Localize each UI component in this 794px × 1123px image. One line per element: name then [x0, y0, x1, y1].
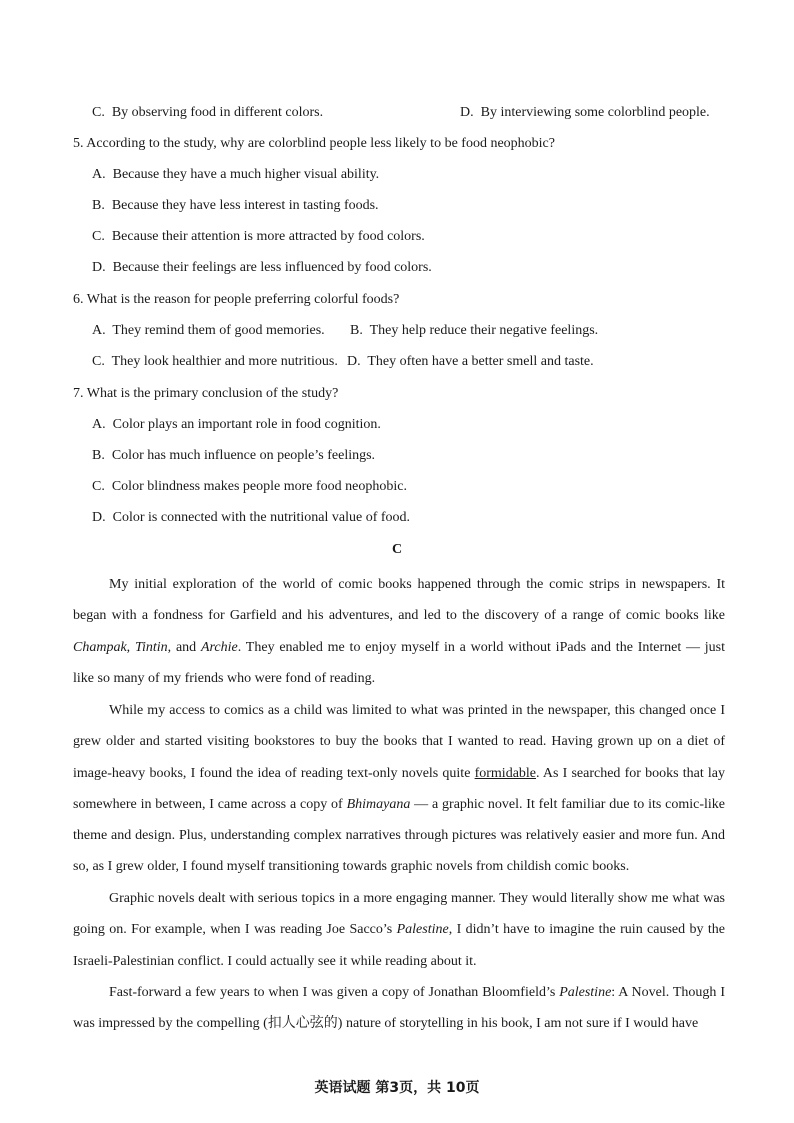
q4-option-d-text: By interviewing some colorblind people.: [480, 105, 710, 120]
p1-title-tintin: Tintin: [134, 639, 168, 655]
q7-option-b-label: B.: [92, 448, 105, 463]
q6-option-b-label: B.: [350, 323, 363, 338]
q5-option-b-label: B.: [92, 198, 105, 213]
q7-option-a-label: A.: [92, 417, 106, 432]
p2-text-c: — a graphic novel. It felt familiar due to its comic-like theme and design. Plus, understanding complex narratives through pictures was relatively easier and more fun. And so, as I grew older, I found myself transitioning towards graphic novels from childish comic books.: [73, 796, 725, 875]
p4-text-b: : A Novel. Though I was impressed by the compelling (扣人心弦的) nature of storytelling in his book, I am not sure if I would have: [73, 985, 725, 1032]
page-footer: 英语试题 第3页，共 10页: [314, 1080, 480, 1096]
q7-option-b-text: Color has much influence on people’s feelings.: [111, 448, 376, 463]
passage-paragraph-1: [73, 569, 725, 694]
passage-paragraph-2: [73, 695, 725, 883]
q5-option-c: [92, 227, 425, 247]
underlined-word-formidable: formidable: [474, 765, 537, 781]
p3-text-b: , I didn’t have to imagine the ruin caused by the Israeli-Palestinian conflict. I could actually see it while reading about it.: [73, 922, 725, 969]
passage-paragraph-3: [73, 883, 725, 977]
q6-options-row-2: [92, 352, 594, 372]
q6-option-b-text: They help reduce their negative feelings.: [369, 323, 599, 338]
p1-title-champak: Champak: [73, 639, 127, 655]
q5-option-b-text: Because they have less interest in tasting foods.: [111, 198, 379, 213]
passage-paragraph-4: [73, 977, 725, 1040]
q5-option-c-label: C.: [92, 229, 105, 244]
q6-option-a-text: They remind them of good memories.: [112, 323, 325, 338]
q4-option-c-label: C.: [92, 105, 105, 120]
q7-option-d-label: D.: [92, 510, 106, 525]
q6-option-c-text: They look healthier and more nutritious.: [111, 354, 338, 369]
q7-option-c: [92, 477, 407, 497]
q5-option-b: [92, 196, 379, 216]
p1-sep-1: ,: [126, 639, 135, 655]
p1-text-b: . They enabled me to enjoy myself in a world without iPads and the Internet — just like so many of my friends who were fond of reading.: [73, 639, 726, 686]
q5-option-d-text: Because their feelings are less influenced by food colors.: [112, 260, 432, 275]
p2-title-bhimayana: Bhimayana: [346, 796, 411, 812]
q4-option-c-text: By observing food in different colors.: [111, 105, 324, 120]
p2-text-b: . As I searched for books that lay somewhere in between, I came across a copy of: [73, 765, 725, 812]
q4-options-row: [92, 103, 710, 123]
p2-text-a: While my access to comics as a child was limited to what was printed in the newspaper, this changed once I grew older and started visiting bookstores to buy the books that I wanted to read. Having grown up on a diet of image-heavy books, I found the idea of reading text-only novels quite: [73, 703, 725, 781]
q7-option-a-text: Color plays an important role in food cognition.: [112, 417, 381, 432]
q5-option-d: [92, 258, 432, 278]
q4-option-d-label: D.: [460, 105, 474, 120]
p1-sep-2: , and: [167, 639, 201, 655]
q7-option-a: [92, 415, 381, 435]
q4-option-d: [460, 103, 710, 123]
p3-title-palestine: Palestine: [396, 922, 449, 938]
q7-option-c-label: C.: [92, 479, 105, 494]
q6-stem: 6. What is the reason for people preferring colorful foods?: [73, 292, 400, 307]
q7-option-d: [92, 508, 410, 528]
q6-option-d-text: They often have a better smell and taste.: [367, 354, 594, 369]
p4-title-palestine: Palestine: [559, 985, 612, 1000]
q6-option-d-label: D.: [347, 354, 361, 369]
q6-option-b: [350, 321, 598, 341]
q5-option-d-label: D.: [92, 260, 106, 275]
q6-options-row-1: [92, 321, 599, 341]
q5-option-c-text: Because their attention is more attracted by food colors.: [111, 229, 425, 244]
p4-text-a: Fast-forward a few years to when I was given a copy of Jonathan Bloomfield’s: [109, 985, 560, 1000]
q5-stem: 5. According to the study, why are colorblind people less likely to be food neophobic?: [73, 136, 555, 151]
q5-option-a-text: Because they have a much higher visual ability.: [112, 167, 380, 182]
p1-title-archie: Archie: [200, 639, 238, 655]
q7-stem: 7. What is the primary conclusion of the study?: [73, 386, 339, 401]
q5-option-a-label: A.: [92, 167, 106, 182]
p3-text-a: Graphic novels dealt with serious topics in a more engaging manner. They would literally show me what was going on. For example, when I was reading Joe Sacco’s: [73, 891, 725, 938]
q7-option-c-text: Color blindness makes people more food neophobic.: [111, 479, 407, 494]
section-heading-c: C: [391, 542, 403, 557]
q6-option-c-label: C.: [92, 354, 105, 369]
q5-option-a: [92, 165, 379, 185]
q7-option-d-text: Color is connected with the nutritional value of food.: [112, 510, 411, 525]
p1-text-a: My initial exploration of the world of comic books happened through the comic strips in newspapers. It began with a fondness for Garfield and his adventures, and led to the discovery of a range of comic books like: [73, 577, 725, 624]
q7-option-b: [92, 446, 375, 466]
q6-option-d: [347, 352, 594, 372]
q6-option-a-label: A.: [92, 323, 106, 338]
